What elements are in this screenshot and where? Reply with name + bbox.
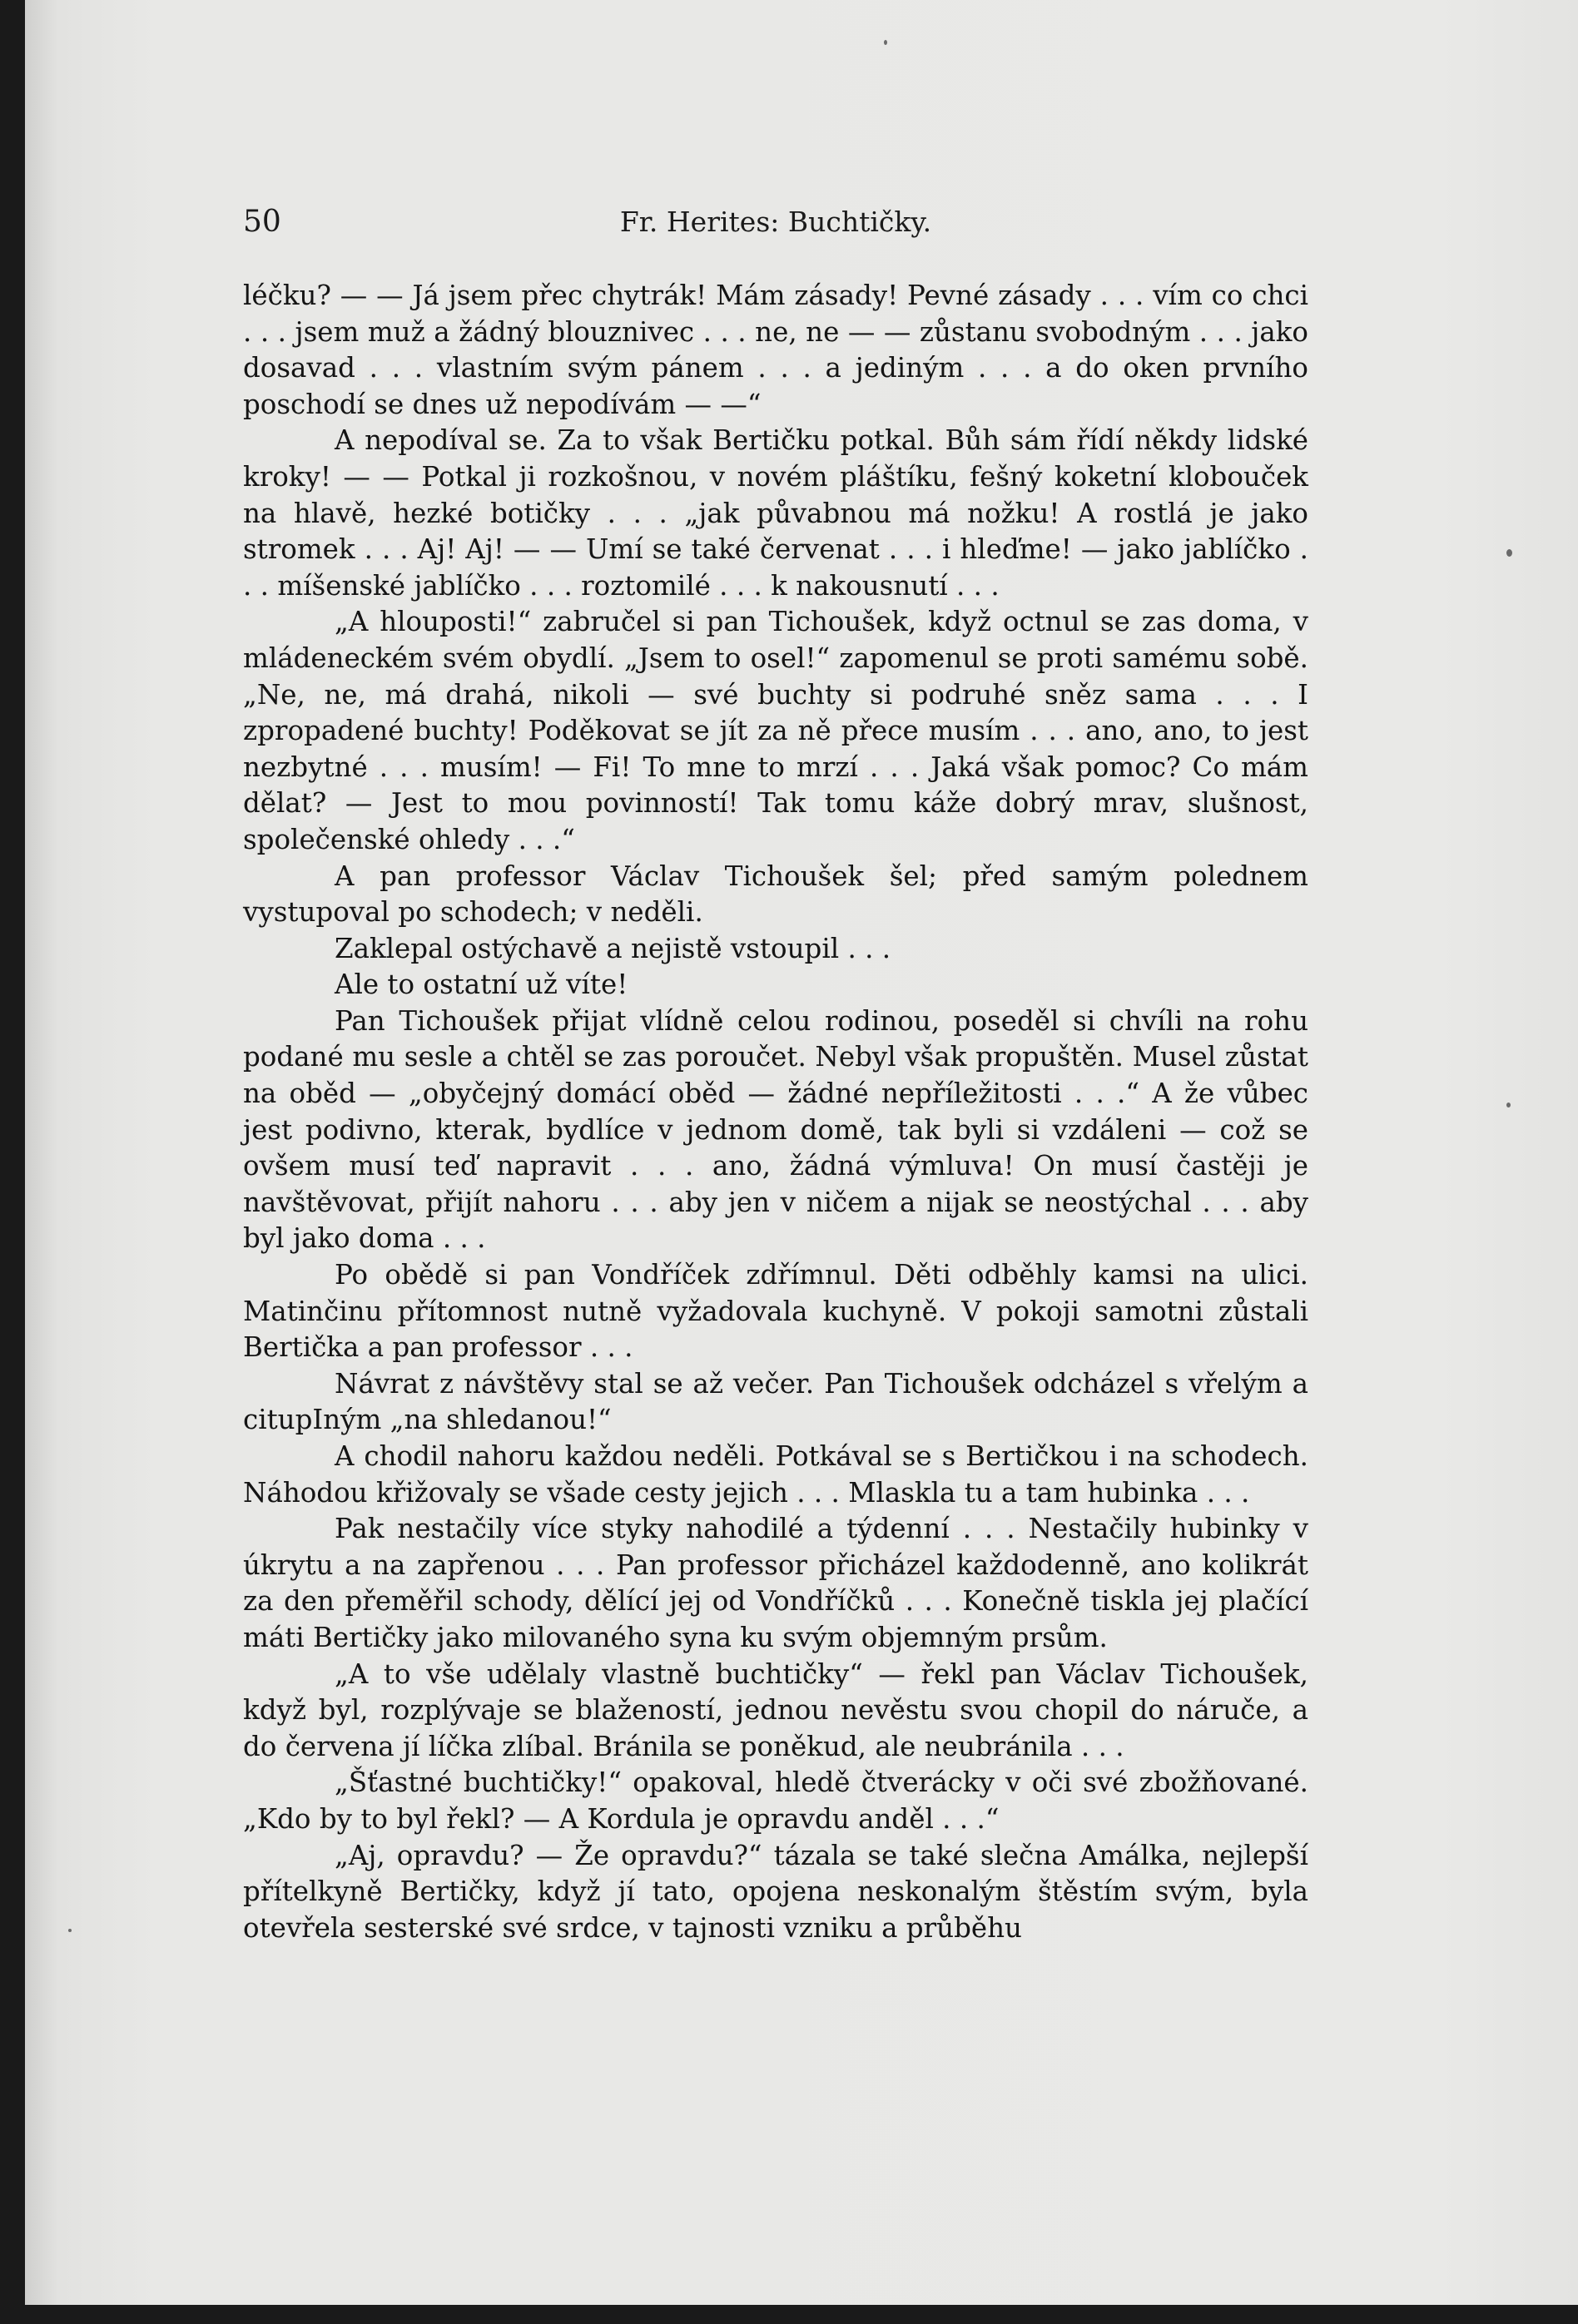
- scan-speck: [68, 1929, 72, 1932]
- running-title: Fr. Herites: Buchtičky.: [619, 206, 932, 238]
- paragraph: Po obědě si pan Vondříček zdřímnul. Děti odběhly kamsi na ulici. Matinčinu přítomnost nutně vyžadovala kuchyně. V pokoji samotni zůstali Bertička a pan professor . . .: [243, 1259, 1308, 1364]
- body-text: [243, 278, 1308, 1946]
- page-header: [243, 201, 1308, 243]
- paragraph: „A hlouposti!“ zabručel si pan Tichoušek, když octnul se zas doma, v mládeneckém svém obydlí. „Jsem to osel!“ zapomenul se proti samému sobě. „Ne, ne, má drahá, nikoli — své buchty si podruhé sněz sama . . . I zpropadené buchty! Poděkovat se jít za ně přece musím . . . ano, ano, to jest nezbytné . . . musím! — Fi! To mne to mrzí . . . Jaká však pomoc? Co mám dělat? — Jest to mou povinností! Tak tomu káže dobrý mrav, slušnost, společenské ohledy . . .“: [243, 606, 1308, 855]
- paragraph: „A to vše udělaly vlastně buchtičky“ — řekl pan Václav Tichoušek, když byl, rozplývaje se blažeností, jednou nevěstu svou chopil do náruče, a do červena jí líčka zlíbal. Bránila se poněkud, ale neubránila . . .: [243, 1658, 1308, 1762]
- paragraph: Pak nestačily více styky nahodilé a týdenní . . . Nestačily hubinky v úkrytu a na zapřenou . . . Pan professor přicházel každodenně, ano kolikrát za den přeměřil schody, dělící jej od Vondříčků . . . Konečně tiskla jej plačící máti Bertičky jako milovaného syna ku svým objemným prsům.: [243, 1513, 1308, 1653]
- paragraph: A nepodíval se. Za to však Bertičku potkal. Bůh sám řídí někdy lidské kroky! — — Potkal ji rozkošnou, v novém pláštíku, fešný koketní klobouček na hlavě, hezké botičky . . . „jak půvabnou má nožku! A rostlá je jako stromek . . . Aj! Aj! — — Umí se také červenat . . . i hleďme! — jako jablíčko . . . míšenské jablíčko . . . roztomilé . . . k nakousnutí . . .: [243, 424, 1308, 602]
- scan-speck: [1506, 1103, 1511, 1107]
- paragraph: Zaklepal ostýchavě a nejistě vstoupil . . .: [335, 932, 891, 964]
- scan-speck: [1506, 549, 1512, 557]
- paragraph: Ale to ostatní už víte!: [335, 969, 628, 1001]
- page-number: 50: [243, 205, 281, 239]
- paragraph: „Aj, opravdu? — Že opravdu?“ tázala se také slečna Amálka, nejlepší přítelkyně Bertičky, když jí tato, opojena neskonalým štěstím svým, byla otevřela sesterské své srdce, v tajnosti vzniku a průběhu: [243, 1839, 1308, 1944]
- paragraph: Pan Tichoušek přijat vlídně celou rodinou, poseděl si chvíli na rohu podané mu sesle a chtěl se zas poroučet. Nebyl však propuštěn. Musel zůstat na oběd — „obyčejný domácí oběd — žádné nepříležitosti . . .“ A že vůbec jest podivno, kterak, bydlíce v jednom domě, tak byli si vzdáleni — což se ovšem musí teď napravit . . . ano, žádná výmluva! On musí častěji je navštěvovat, přijít nahoru . . . aby jen v ničem a nijak se neostýchal . . . aby byl jako doma . . .: [243, 1004, 1308, 1255]
- paragraph: A chodil nahoru každou neděli. Potkával se s Bertičkou i na schodech. Náhodou křižovaly se všade cesty jejich . . . Mlaskla tu a tam hubinka . . .: [243, 1440, 1308, 1509]
- paragraph: A pan professor Václav Tichoušek šel; před samým polednem vystupoval po schodech; v neděli.: [243, 860, 1308, 929]
- scan-speck: [884, 40, 887, 45]
- paragraph: léčku? — — Já jsem přec chytrák! Mám zásady! Pevné zásady . . . vím co chci . . . jsem muž a žádný blouznivec . . . ne, ne — — zůstanu svobodným . . . jako dosavad . . . vlastním svým pánem . . . a jediným . . . a do oken prvního poschodí se dnes už nepodívám — —“: [243, 280, 1308, 420]
- paragraph: „Šťastné buchtičky!“ opakoval, hledě čtverácky v oči své zbožňované. „Kdo by to byl řekl? — A Kordula je opravdu anděl . . .“: [243, 1767, 1308, 1835]
- paragraph: Návrat z návštěvy stal se až večer. Pan Tichoušek odcházel s vřelým a citupIným „na shledanou!“: [243, 1367, 1308, 1436]
